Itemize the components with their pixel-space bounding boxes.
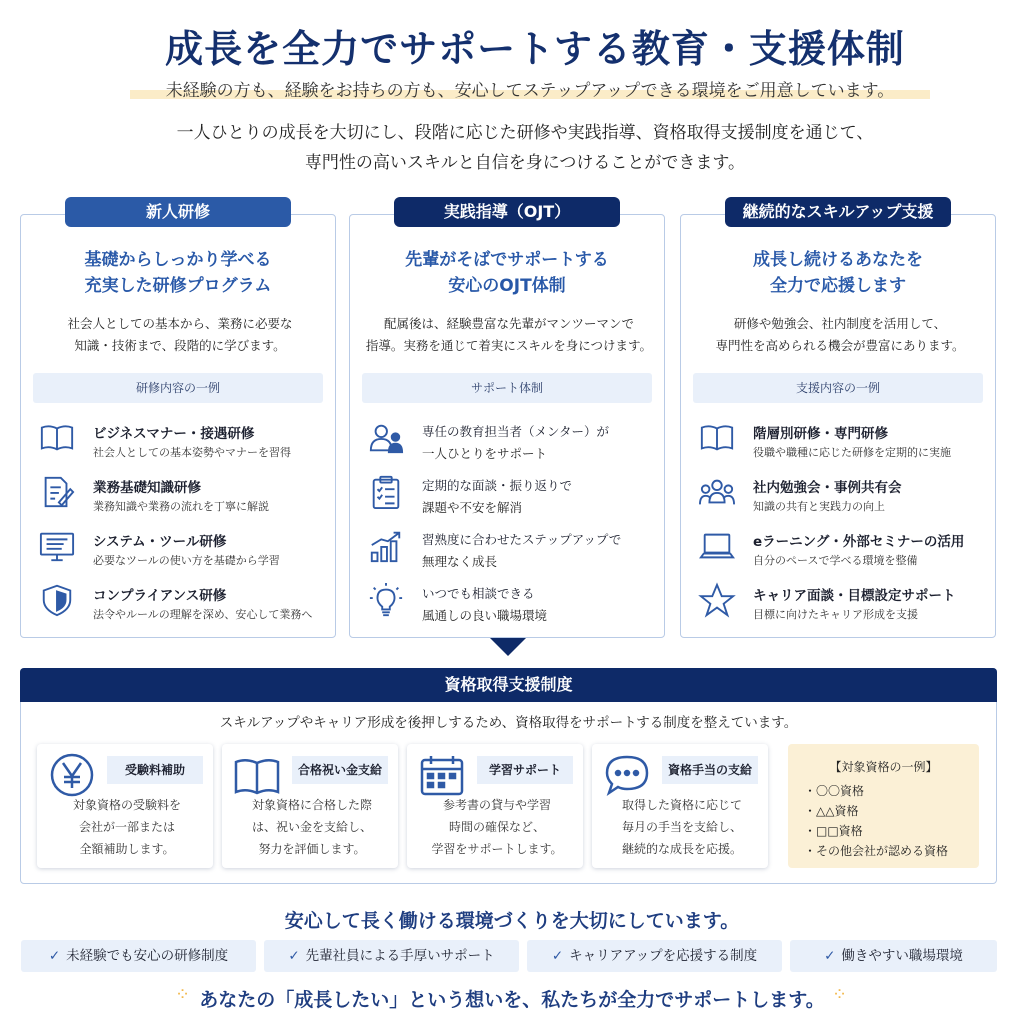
list-item [37,418,329,466]
calendar-icon [417,752,467,798]
support-box-line: 対象資格の受験料を [72,798,181,812]
qualification-item: ・その他会社が認める資格 [804,844,949,858]
support-box [37,744,213,868]
card-heading-line: 充実した研修プログラム [84,276,272,296]
support-box-line: 全額補助します。 [79,842,175,856]
section-description: スキルアップやキャリア形成を後押しするため、資格取得をサポートする制度を整えています。 [219,715,798,731]
list-item [37,526,329,574]
list-item [366,526,658,574]
item-text: 役職や職種に応じた研修を定期的に実施 [753,446,951,459]
support-box-line: 努力を評価します。 [258,842,366,856]
item-text: 課題や不安を解消 [422,500,523,515]
feature-chip [21,940,256,972]
target-qualifications-title: 【対象資格の一例】 [829,760,938,774]
target-qualifications-box [788,744,979,868]
item-title: 専任の教育担当者（メンター）が [422,424,610,439]
support-box-line: 継続的な成長を応援。 [621,842,742,856]
item-text: 社会人としての基本姿勢やマナーを習得 [93,446,291,459]
card-heading-line: 成長し続けるあなたを [753,250,923,270]
checklist-icon [366,474,406,510]
item-text: 業務知識や業務の流れを丁寧に解説 [93,500,269,513]
qualification-item: ・△△資格 [804,804,859,818]
closing-message: あなたの「成長したい」という想いを、私たちが全力でサポートします。 [199,989,825,1011]
support-box-line: は、祝い金を支給し、 [251,820,372,834]
card-subheading: サポート体制 [362,373,652,403]
feature-chip-label: 未経験でも安心の研修制度 [66,948,229,964]
card-description-line: 専門性を高められる機会が豊富にあります。 [715,338,965,353]
card-subheading: 研修内容の一例 [33,373,323,403]
card-description-line: 社会人としての基本から、業務に必要な [67,316,293,331]
check-icon: ✓ [551,948,564,964]
item-title: 階層別研修・専門研修 [753,426,888,442]
check-icon: ✓ [48,948,61,964]
shield-icon [37,582,77,618]
item-title: いつでも相談できる [422,586,535,601]
yen-icon [47,752,97,798]
item-title: 社内勉強会・事例共有会 [753,480,902,496]
item-text: 知識の共有と実践力の向上 [753,500,885,513]
support-box-line: 取得した資格に応じて [621,798,742,812]
check-icon: ✓ [824,948,836,964]
list-item [366,580,658,628]
feature-chip [264,940,519,972]
feature-chip-label: キャリアアップを応援する制度 [569,948,758,964]
open-book-icon [37,420,77,456]
card-description-line: 指導。実務を通じて着実にスキルを身につけます。 [365,338,653,353]
intro-line: 一人ひとりの成長を大切にし、段階に応じた研修や実践指導、資格取得支援制度を通じて、 [176,123,874,143]
card-new-hire-training [20,202,336,638]
support-box-title: 学習サポート [477,756,573,784]
card-description-line: 知識・技術まで、段階的に学びます。 [74,338,286,353]
item-title: eラーニング・外部セミナーの活用 [753,534,965,550]
support-box-text [232,794,392,860]
card-heading [350,247,664,299]
item-text: 無理なく成長 [422,554,498,569]
item-title: 習熟度に合わせたステップアップで [422,532,622,547]
item-text: 風通しの良い職場環境 [422,608,548,623]
item-text: 目標に向けたキャリア形成を支援 [753,608,918,621]
list-item [37,580,329,628]
feature-chip-label: 働きやすい職場環境 [841,948,963,964]
item-title: システム・ツール研修 [93,534,227,550]
card-description [362,313,656,357]
card-heading-line: 先輩がそばでサポートする [405,250,609,270]
footer-heading: 安心して長く働ける環境づくりを大切にしています。 [284,910,740,932]
star-icon [697,582,737,618]
open-book-icon [697,420,737,456]
support-box-title: 合格祝い金支給 [292,756,388,784]
qualification-item: ・□□資格 [804,824,863,838]
item-text: 必要なツールの使い方を基礎から学習 [93,554,280,567]
book-icon [232,752,282,798]
support-box-line: 会社が一部または [78,820,175,834]
support-box-title: 資格手当の支給 [662,756,758,784]
sparkle-icon: ⁘ [832,984,848,1005]
feature-chip [790,940,997,972]
check-icon: ✓ [288,948,300,964]
page-title: 成長を全力でサポートする教育・支援体制 [165,27,905,71]
list-item [697,418,989,466]
intro-line: 専門性の高いスキルと自信を身につけることができます。 [304,153,746,173]
intro-text [0,118,1024,178]
feature-chip [527,940,782,972]
card-description-line: 研修や勉強会、社内制度を活用して、 [733,316,947,331]
list-item [697,472,989,520]
down-arrow-icon [490,638,526,656]
card-label: 実践指導（OJT） [394,197,620,227]
card-continuous-support [680,202,996,638]
qualification-item: ・〇〇資格 [804,784,865,798]
item-title: キャリア面談・目標設定サポート [753,588,956,604]
support-box-line: 対象資格に合格した際 [251,798,372,812]
support-box-line: 毎月の手当を支給し、 [621,820,742,834]
list-item [366,472,658,520]
group-icon [697,474,737,510]
item-text: 一人ひとりをサポート [422,446,548,461]
support-box-line: 学習をサポートします。 [431,842,563,856]
support-box-text [47,794,207,860]
card-description-line: 配属後は、経験豊富な先輩がマンツーマンで [383,316,634,331]
list-item [697,526,989,574]
mentor-icon [366,420,406,456]
card-heading-line: 安心のOJT体制 [448,276,566,296]
support-box-title: 受験料補助 [107,756,203,784]
support-box-text [417,794,577,860]
card-label: 継続的なスキルアップ支援 [725,197,951,227]
support-box [407,744,583,868]
list-item [697,580,989,628]
card-ojt [349,202,665,638]
subtitle: 未経験の方も、経験をお持ちの方も、安心してステップアップできる環境をご用意しています。 [130,76,930,101]
support-box [592,744,768,868]
card-label: 新人研修 [65,197,291,227]
support-box-text [602,794,762,860]
support-box-line: 時間の確保など、 [448,820,545,834]
item-text: 自分のペースで学べる環境を整備 [753,554,918,567]
item-title: コンプライアンス研修 [93,588,227,604]
item-text: 法令やルールの理解を深め、安心して業務へ [93,608,313,621]
lightbulb-icon [366,582,406,618]
card-description [33,313,327,357]
item-title: 定期的な面談・振り返りで [422,478,573,493]
qualification-support-section [20,668,997,884]
document-pen-icon [37,474,77,510]
list-item [366,418,658,466]
item-title: ビジネスマナー・接遇研修 [93,426,255,442]
support-box [222,744,398,868]
growth-chart-icon [366,528,406,564]
card-heading [21,247,335,299]
card-heading-line: 基礎からしっかり学べる [84,250,272,270]
section-title: 資格取得支援制度 [20,668,997,702]
list-item [37,472,329,520]
item-title: 業務基礎知識研修 [93,480,201,496]
feature-chip-label: 先輩社員による手厚いサポート [305,948,495,964]
laptop-icon [697,528,737,564]
monitor-icon [37,528,77,564]
support-box-line: 参考書の貸与や学習 [442,798,551,812]
card-subheading: 支援内容の一例 [693,373,983,403]
sparkle-icon: ⁘ [175,984,191,1005]
card-heading-line: 全力で応援します [770,276,906,296]
card-heading [681,247,995,299]
chat-bubble-icon [602,752,652,798]
card-description [693,313,987,357]
